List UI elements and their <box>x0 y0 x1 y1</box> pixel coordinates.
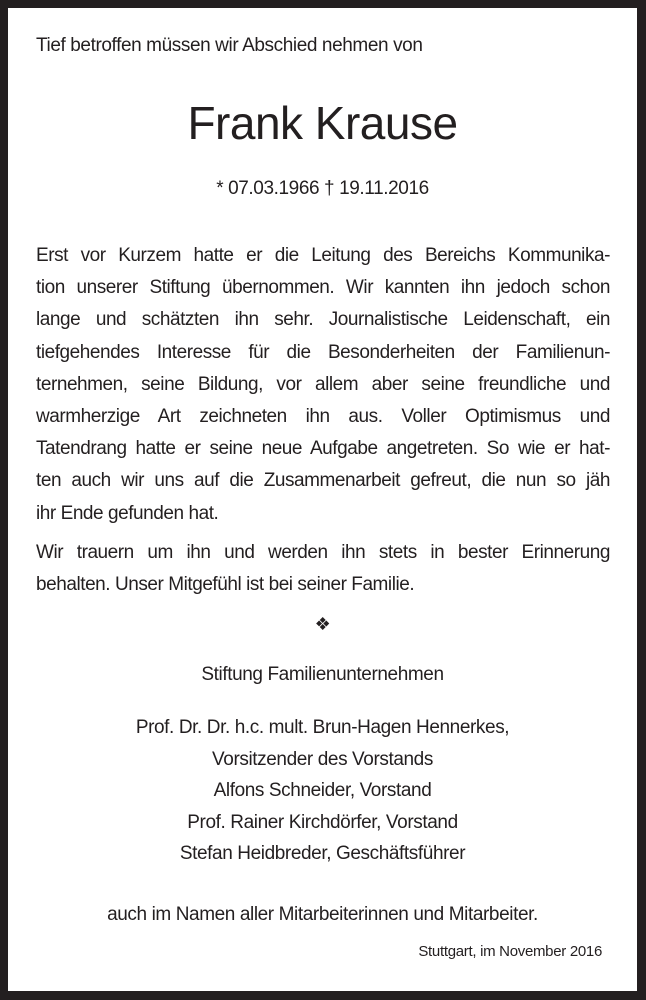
signatory-line: Alfons Schneider, Vorstand <box>213 780 432 801</box>
ornament-icon: ❖ <box>314 614 331 634</box>
life-dates: * 07.03.1966 † 19.11.2016 <box>216 178 429 199</box>
paragraph-line: tiefgehendes Interesse für die Besonderheiten der Familienun- <box>36 341 610 363</box>
paragraph-line: Tatendrang hatte er seine neue Aufgabe angetreten. So wie er hat- <box>36 438 610 460</box>
signatories-list <box>8 712 637 870</box>
paragraph-line: lange und schätzten ihn sehr. Journalistische Leidenschaft, ein <box>36 309 610 331</box>
paragraph-line: ternehmen, seine Bildung, vor allem aber seine freundliche und <box>36 373 610 395</box>
paragraph-line: Wir trauern um ihn und werden ihn stets in bester Erinnerung <box>36 542 610 563</box>
place-date: Stuttgart, im November 2016 <box>418 943 602 960</box>
condolence-paragraph <box>36 537 610 601</box>
paragraph-line: ihr Ende gefunden hat. <box>36 502 219 524</box>
tribute-paragraph <box>36 240 610 530</box>
on-behalf-line: auch im Namen aller Mitarbeiterinnen und Mitarbeiter. <box>107 904 538 925</box>
paragraph-line: warmherzige Art zeichneten ihn aus. Voller Optimismus und <box>36 405 610 427</box>
signatory-line: Prof. Rainer Kirchdörfer, Vorstand <box>187 811 458 833</box>
paragraph-line: Erst vor Kurzem hatte er die Leitung des Bereichs Kommunika- <box>36 245 610 266</box>
signatory-line: Stefan Heidbreder, Geschäftsführer <box>179 843 466 864</box>
paragraph-line: behalten. Unser Mitgefühl ist bei seiner Familie. <box>36 574 415 596</box>
organization-name: Stiftung Familienunternehmen <box>201 664 444 685</box>
paragraph-line: ten auch wir uns auf die Zusammenarbeit gefreut, die nun so jäh <box>36 470 610 492</box>
signatory-line: Vorsitzender des Vorstands <box>212 748 433 770</box>
paragraph-line: tion unserer Stiftung übernommen. Wir kannten ihn jedoch schon <box>36 277 610 299</box>
obituary-notice <box>8 8 637 991</box>
intro-line: Tief betroffen müssen wir Abschied nehmen von <box>36 35 423 56</box>
signatory-line: Prof. Dr. Dr. h.c. mult. Brun-Hagen Hennerkes, <box>135 717 510 738</box>
deceased-name: Frank Krause <box>187 97 458 149</box>
